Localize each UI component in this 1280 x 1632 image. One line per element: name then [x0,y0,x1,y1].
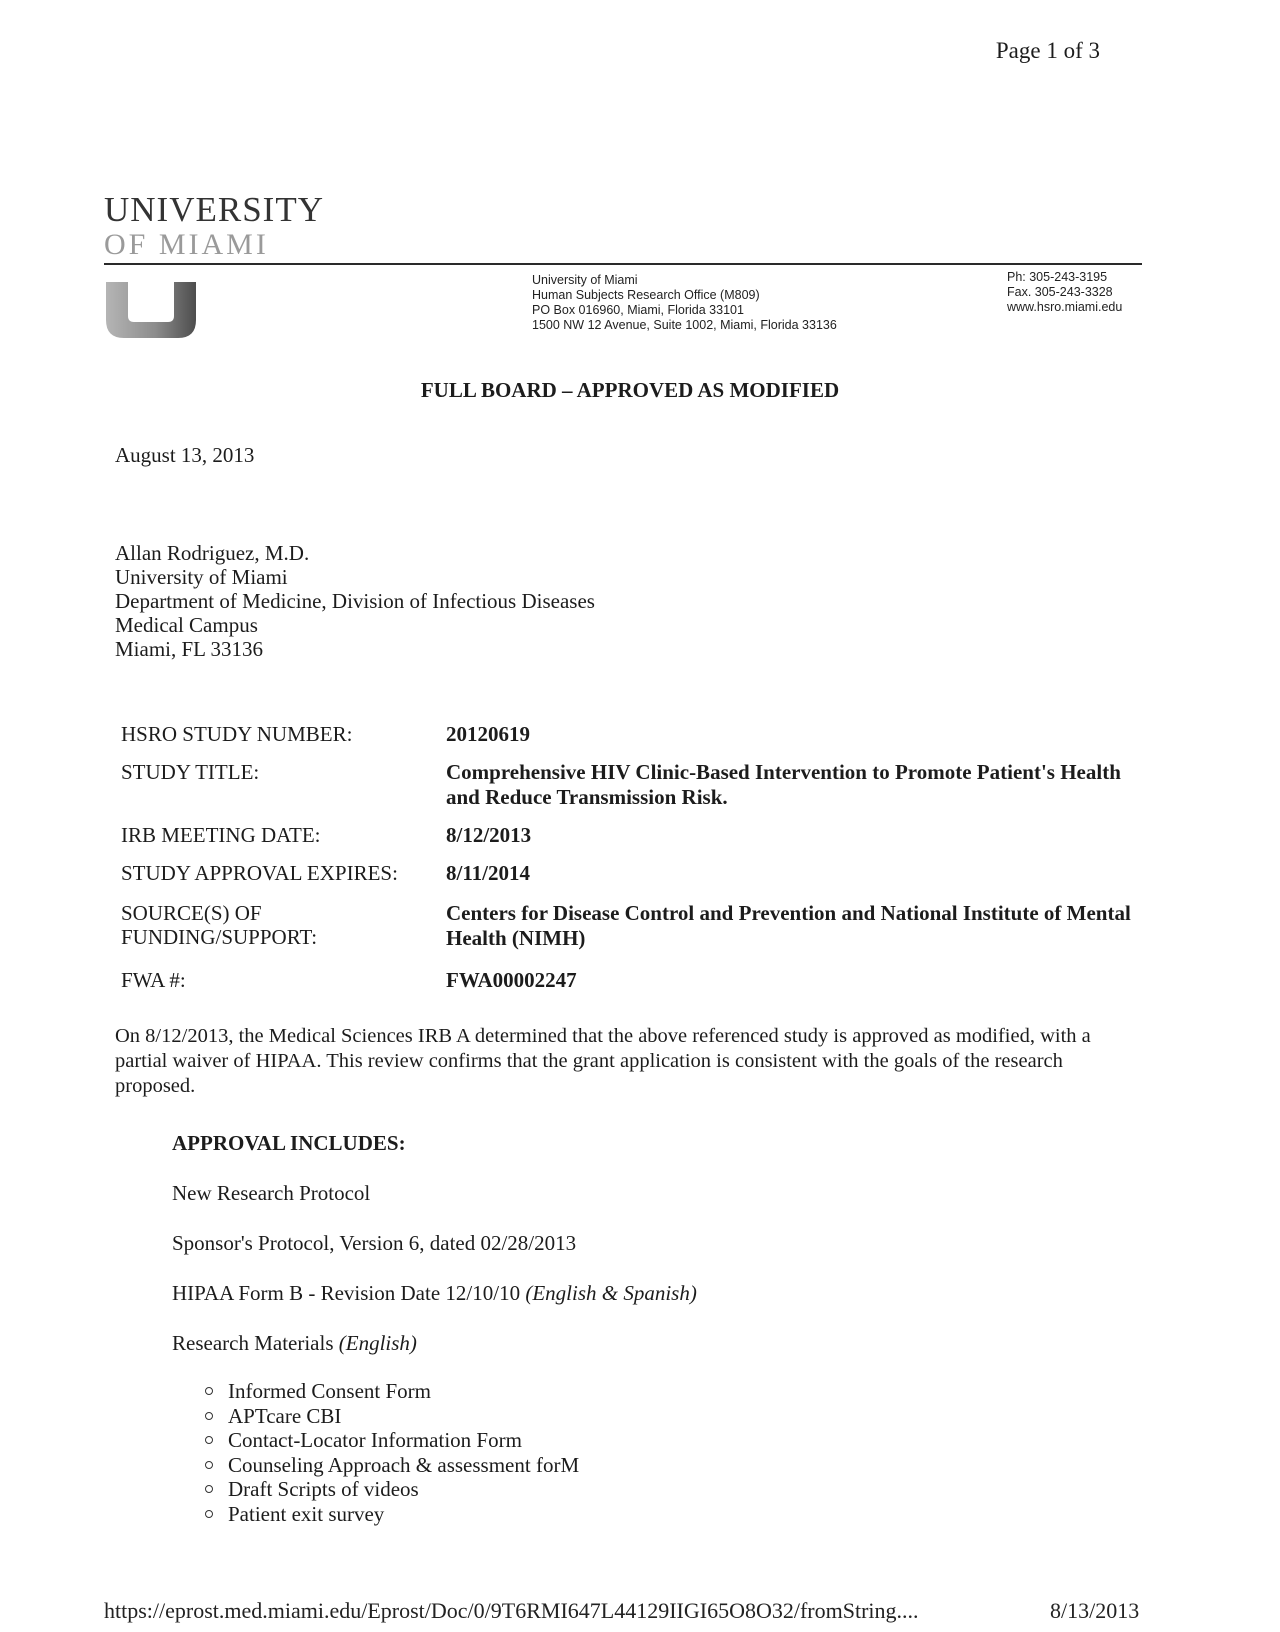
approval-item-text: HIPAA Form B - Revision Date 12/10/10 [172,1281,526,1305]
list-item-label: APTcare CBI [228,1403,342,1428]
recipient-line: Medical Campus [115,613,258,637]
study-title-value: Comprehensive HIV Clinic-Based Intervention to Promote Patient's Health and Reduce Transmission Risk. [446,760,1121,809]
approval-includes-heading: APPROVAL INCLUDES: [172,1131,406,1155]
list-item-label: Draft Scripts of videos [228,1477,419,1501]
approval-item: Sponsor's Protocol, Version 6, dated 02/28/2013 [172,1231,577,1255]
bullet-icon [205,1387,213,1395]
address-line: Human Subjects Research Office (M809) [532,288,760,302]
approval-item [172,1331,417,1356]
office-contact [1007,270,1122,315]
recipient-line: University of Miami [115,565,288,589]
irb-meeting-label: IRB MEETING DATE: [121,823,321,847]
letter-date: August 13, 2013 [115,443,255,467]
approval-item [172,1281,697,1306]
list-item [202,1477,579,1502]
address-line: University of Miami [532,273,638,287]
bullet-icon [205,1436,213,1444]
bullet-icon [205,1485,213,1493]
approval-expires-label: STUDY APPROVAL EXPIRES: [121,861,398,885]
bullet-icon [205,1510,213,1518]
research-materials-list [202,1379,579,1526]
funding-label: SOURCE(S) OF FUNDING/SUPPORT: [121,901,318,949]
footer-print-date: 8/13/2013 [1050,1598,1140,1623]
approval-summary-paragraph: On 8/12/2013, the Medical Sciences IRB A determined that the above referenced study is approved as modified, with a partial waiver of HIPAA. This review confirms that the grant application is consistent with the goals of the research proposed. [115,1025,1091,1097]
study-title-label: STUDY TITLE: [121,760,260,784]
list-item [202,1453,579,1478]
funding-value: Centers for Disease Control and Prevention and National Institute of Mental Health (NIMH) [446,901,1131,950]
fax-number: Fax. 305-243-3328 [1007,285,1113,299]
u-monogram-logo-icon [106,282,200,338]
bullet-icon [205,1461,213,1469]
list-item-label: Counseling Approach & assessment forM [228,1452,580,1477]
bullet-icon [205,1412,213,1420]
website-link: www.hsro.miami.edu [1007,300,1123,314]
logo-university-text: UNIVERSITY [104,190,324,229]
list-item [202,1502,579,1527]
header-divider [104,263,1142,265]
list-item-label: Patient exit survey [228,1501,385,1526]
logo-of-miami-text: OF MIAMI [104,228,269,261]
fwa-value: FWA00002247 [446,968,577,992]
address-line: 1500 NW 12 Avenue, Suite 1002, Miami, Florida 33136 [532,318,837,332]
list-item [202,1379,579,1404]
address-line: PO Box 016960, Miami, Florida 33101 [532,303,744,317]
office-address [532,273,837,333]
phone-number: Ph: 305-243-3195 [1007,270,1108,284]
study-number-label: HSRO STUDY NUMBER: [121,722,353,746]
fwa-label: FWA #: [121,968,186,992]
approval-expires-value: 8/11/2014 [446,861,531,885]
approval-status-heading: FULL BOARD – APPROVED AS MODIFIED [420,378,840,402]
footer-url: https://eprost.med.miami.edu/Eprost/Doc/0/9T6RMI647L44129IIGI65O8O32/fromString.... [104,1598,919,1623]
recipient-name: Allan Rodriguez, M.D. [115,541,310,565]
recipient-line: Miami, FL 33136 [115,637,263,661]
approval-item-language: (English) [338,1331,417,1355]
list-item-label: Contact-Locator Information Form [228,1428,522,1452]
recipient-address [115,541,595,661]
approval-item-text: Research Materials [172,1331,339,1355]
list-item-label: Informed Consent Form [228,1379,431,1403]
recipient-line: Department of Medicine, Division of Infectious Diseases [115,589,595,613]
study-number-value: 20120619 [446,722,530,746]
approval-item: New Research Protocol [172,1181,371,1205]
list-item [202,1404,579,1429]
list-item [202,1428,579,1453]
page-number: Page 1 of 3 [995,38,1100,63]
irb-meeting-value: 8/12/2013 [446,823,532,847]
approval-item-language: (English & Spanish) [525,1281,697,1305]
